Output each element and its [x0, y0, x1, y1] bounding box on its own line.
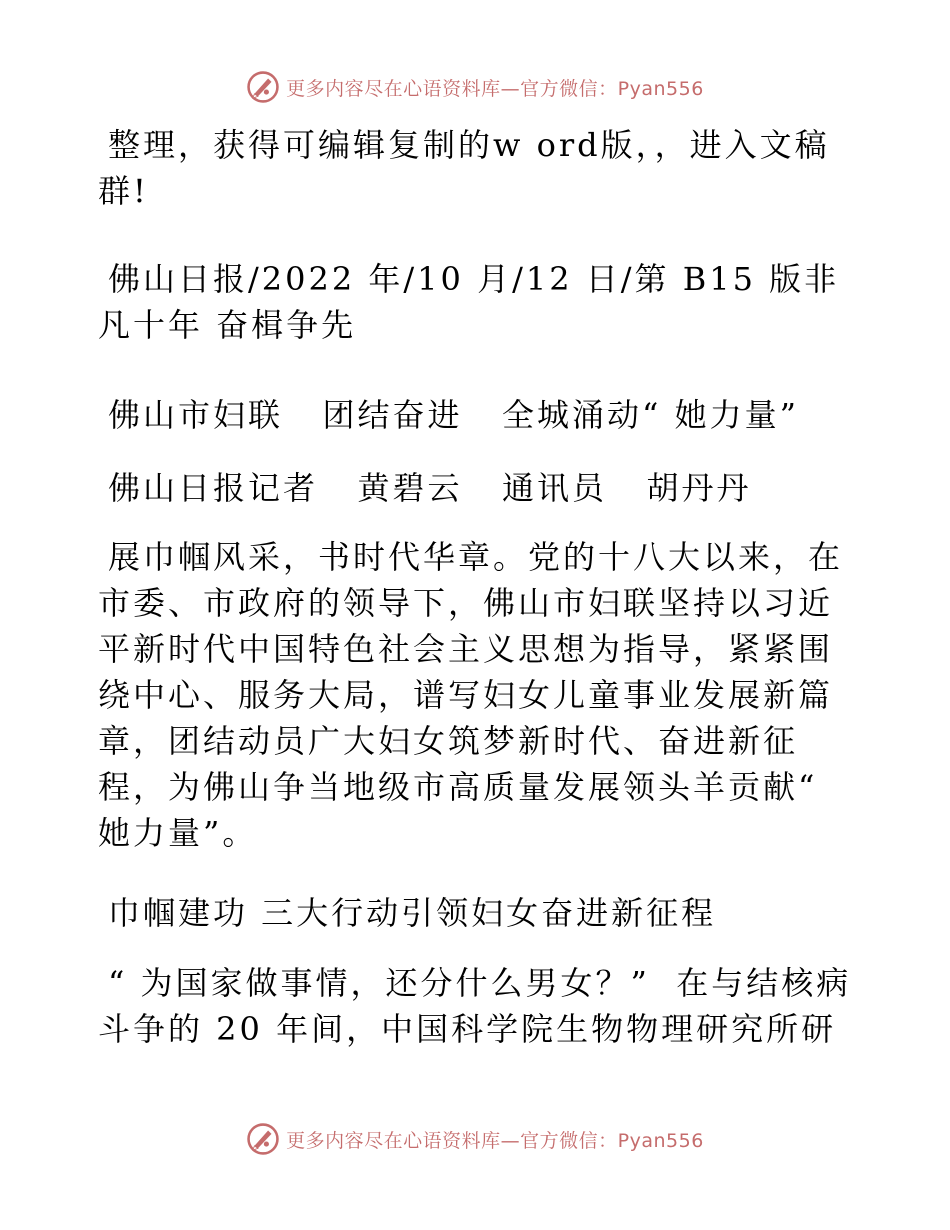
watermark-text: 更多内容尽在心语资料库—官方微信：Pyan556: [286, 1129, 704, 1152]
footer-watermark: [0, 1122, 950, 1156]
byline: 佛山日报记者 黄碧云 通讯员 胡丹丹: [108, 469, 752, 507]
article-title: 佛山市妇联 团结奋进 全城涌动“ 她力量”: [108, 396, 799, 434]
header-watermark: [0, 70, 950, 104]
pen-seal-icon: [246, 70, 280, 104]
watermark-text: 更多内容尽在心语资料库—官方微信：Pyan556: [286, 77, 704, 100]
intro-note: 整理，获得可编辑复制的w ord版，，进入文稿群!: [98, 126, 830, 210]
lead-paragraph: 展巾帼风采，书时代华章。党的十八大以来，在市委、市政府的领导下，佛山市妇联坚持以习近平新时代中国特色社会主义思想为指导，紧紧围绕中心、服务大局，谱写妇女儿童事业发展新篇章，团结动员广大妇女筑梦新时代、奋进新征程，为佛山争当地级市高质量发展领头羊贡献“ 她力量”。: [98, 538, 844, 852]
section-heading: 巾帼建功 三大行动引领妇女奋进新征程: [108, 894, 717, 932]
source-line: 佛山日报/2022 年/10 月/12 日/第 B15 版非凡十年 奋楫争先: [98, 260, 840, 344]
body-paragraph: “ 为国家做事情，还分什么男女？” 在与结核病斗争的 20 年间，中国科学院生物物理研究所研: [98, 964, 852, 1048]
pen-seal-icon: [246, 1122, 280, 1156]
